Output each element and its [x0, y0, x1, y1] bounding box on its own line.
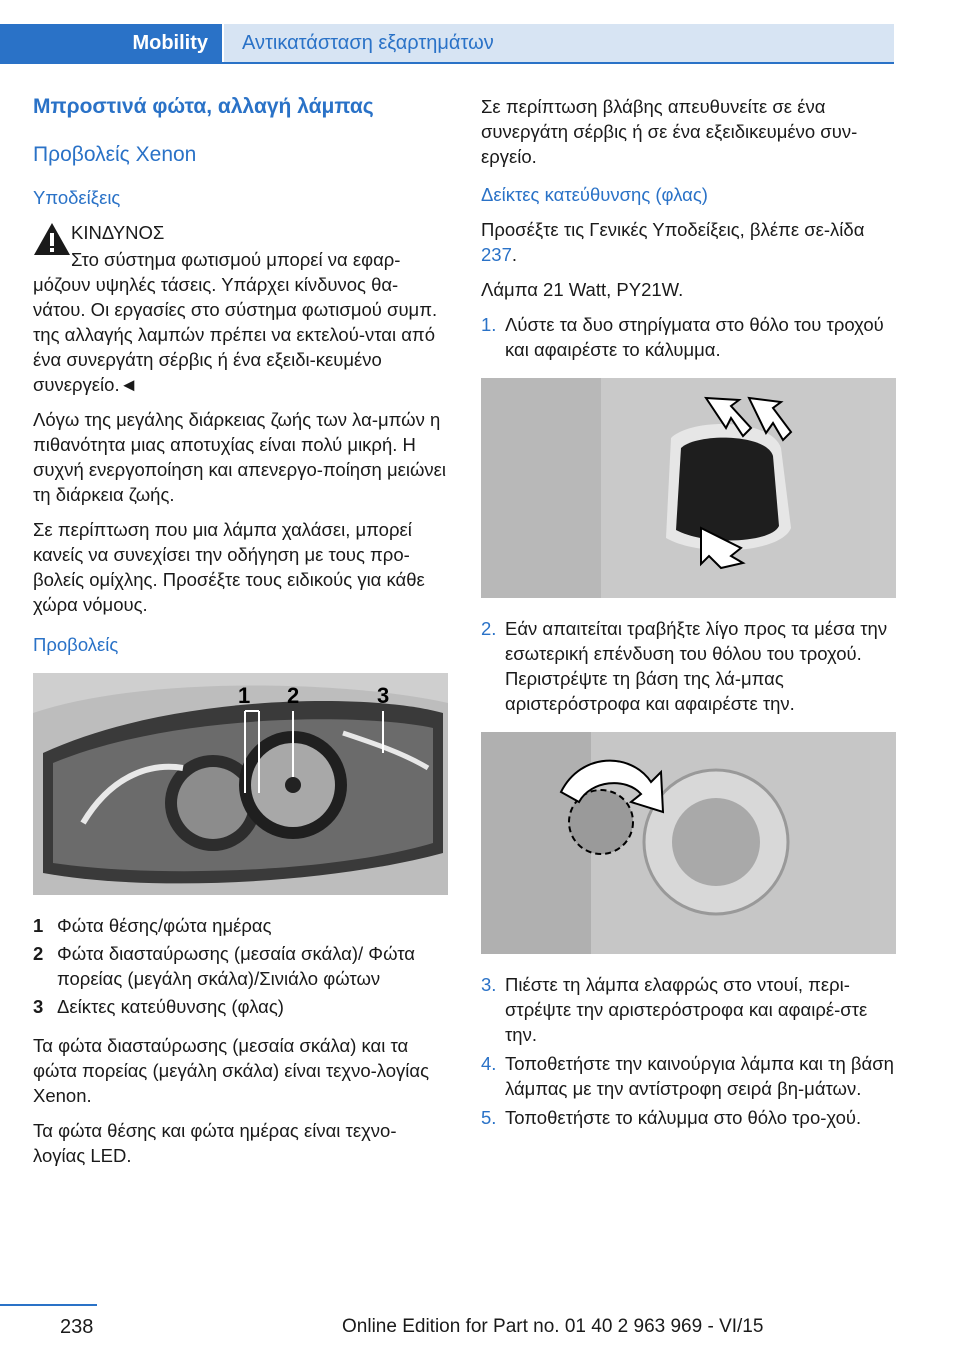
- lamp-spec: Λάμπα 21 Watt, PY21W.: [481, 279, 684, 300]
- step-number: 1.: [481, 314, 497, 335]
- headlights-heading: Προβολείς: [33, 634, 119, 655]
- figure-label-3: 3: [377, 683, 390, 708]
- page-number: 238: [60, 1316, 94, 1338]
- warning-first-line: Στο σύστημα φωτισμού μπορεί να εφαρ‐: [71, 249, 401, 270]
- header-section-tab: Mobility: [0, 24, 222, 62]
- header-divider: [0, 62, 894, 64]
- step-text: Λύστε τα δυο στηρίγματα στο θόλο του τροχού και αφαιρέστε το κάλυμμα.: [505, 314, 884, 360]
- legend-item: [33, 913, 448, 938]
- turn-signal-heading: Δείκτες κατεύθυνσης (φλας): [481, 184, 708, 205]
- step-item: [481, 616, 896, 716]
- edition-footer: Online Edition for Part no. 01 40 2 963 969 - VI/15: [342, 1316, 764, 1337]
- step-number: 4.: [481, 1053, 497, 1074]
- cover-figure: [481, 378, 896, 598]
- warning-title: ΚΙΝΔΥΝΟΣ: [71, 222, 165, 243]
- service-paragraph: Σε περίπτωση βλάβης απευθυνείτε σε ένα συνεργάτη σέρβις ή σε ένα εξειδικευμένο συν‐εργείο.: [481, 96, 858, 167]
- step-number: 5.: [481, 1107, 497, 1128]
- step-text: Τοποθετήστε το κάλυμμα στο θόλο τρο‐χού.: [505, 1107, 862, 1128]
- notes-heading: Υποδείξεις: [33, 187, 121, 208]
- page-link[interactable]: 237: [481, 244, 512, 265]
- reference-paragraph: [481, 217, 896, 267]
- step-number: 2.: [481, 618, 497, 639]
- header-chapter-tab: Αντικατάσταση εξαρτημάτων: [224, 24, 894, 62]
- headlight-figure: [33, 673, 448, 895]
- legend-item: [33, 941, 448, 991]
- left-column: [33, 94, 448, 1178]
- legend-number: 1: [33, 915, 44, 936]
- lamp-socket-illustration: [481, 732, 896, 954]
- figure-label-2: 2: [287, 683, 300, 708]
- step-number: 3.: [481, 974, 497, 995]
- reference-end: .: [511, 244, 518, 265]
- step-item: [481, 1105, 896, 1130]
- section-subtitle: Προβολείς Xenon: [33, 143, 197, 166]
- headlight-illustration: [33, 673, 448, 895]
- legend-number: 2: [33, 943, 44, 964]
- wheel-arch-cover-illustration: [481, 378, 896, 598]
- failure-paragraph: Σε περίπτωση που μια λάμπα χαλάσει, μπορεί κανείς να συνεχίσει την οδήγηση με τους προ‐βολείς ομίχλης. Προσέξτε τους ειδικούς για κάθε χώρα νόμους.: [33, 519, 425, 615]
- step-text: Εάν απαιτείται τραβήξτε λίγο προς τα μέσα την εσωτερική επένδυση του θόλου του τροχού. Περιστρέψτε τη βάση της λά‐μπας αριστερόστροφα και αφαιρέστε την.: [505, 618, 888, 714]
- right-column: [481, 94, 896, 1134]
- warning-icon: [33, 222, 71, 256]
- page-number-divider: [0, 1304, 97, 1306]
- figure-legend: [33, 913, 448, 1019]
- legend-number: 3: [33, 996, 44, 1017]
- step-item: [481, 1051, 896, 1101]
- lamp-socket-figure: [481, 732, 896, 954]
- step-item: [481, 972, 896, 1047]
- led-paragraph: Τα φώτα θέσης και φώτα ημέρας είναι τεχνο‐λογίας LED.: [33, 1120, 397, 1166]
- legend-text: Φώτα διασταύρωσης (μεσαία σκάλα)/ Φώτα πορείας (μεγάλη σκάλα)/Σινιάλο φώτων: [57, 943, 415, 989]
- legend-text: Δείκτες κατεύθυνσης (φλας): [57, 996, 284, 1017]
- legend-text: Φώτα θέσης/φώτα ημέρας: [57, 915, 272, 936]
- warning-block: [33, 220, 448, 397]
- step-text: Πιέστε τη λάμπα ελαφρώς στο ντουί, περι‐στρέψτε την αριστερόστροφα και αφαιρέ‐στε την.: [505, 974, 868, 1045]
- reference-text: Προσέξτε τις Γενικές Υποδείξεις, βλέπε σε‐λίδα: [481, 219, 865, 240]
- warning-text: μόζουν υψηλές τάσεις. Υπάρχει κίνδυνος θα‐νάτου. Οι εργασίες στο σύστημα φωτισμού συμπ. της αλλαγής λαμπών πρέπει να εκτελού‐νται από ένα συνεργάτη σέρβις ή ένα εξειδι‐κευμένο συνεργείο.◄: [33, 274, 438, 395]
- page-title: Μπροστινά φώτα, αλλαγή λάμπας: [33, 95, 374, 118]
- step-item: [481, 312, 896, 362]
- lifetime-paragraph: Λόγω της μεγάλης διάρκειας ζωής των λα‐μπών η πιθανότητα μιας αποτυχίας είναι πολύ μικρή. Η συχνή ενεργοποίηση και απενεργο‐ποίηση μειώνει τη διάρκεια ζωής.: [33, 409, 447, 505]
- step-text: Τοποθετήστε την καινούργια λάμπα και τη βάση λάμπας με την αντίστροφη σειρά βη‐μάτων.: [505, 1053, 894, 1099]
- xenon-paragraph: Τα φώτα διασταύρωσης (μεσαία σκάλα) και τα φώτα πορείας (μεγάλη σκάλα) είναι τεχνο‐λογίας Xenon.: [33, 1035, 430, 1106]
- figure-label-1: 1: [238, 683, 251, 708]
- legend-item: [33, 994, 448, 1019]
